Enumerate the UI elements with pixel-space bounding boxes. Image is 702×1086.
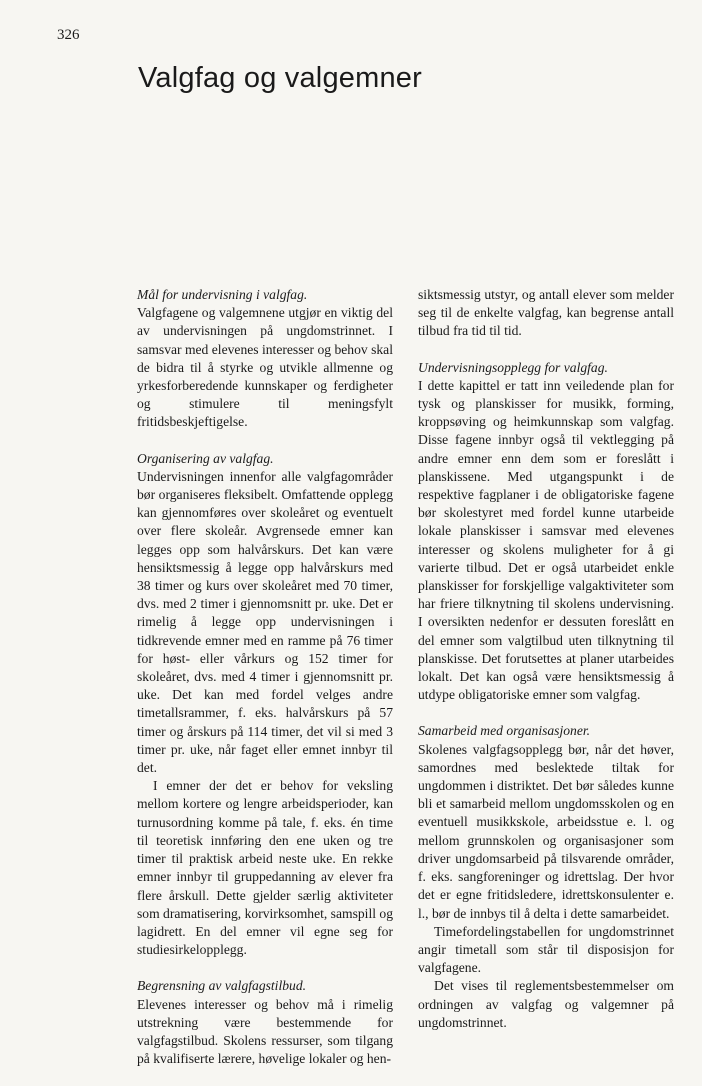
section-heading: Undervisningsopplegg for valgfag. (418, 359, 608, 375)
paragraph: I dette kapittel er tatt inn veiledende plan for tysk og planskisser for musikk, forming, kroppsøving og heimkunnskap som valgfag. Disse fagene innbyr også til vektlegging på andre emner enn dem som er foreslått i planskissene. Med utgangspunkt i de respektive fagplaner i de obligatoriske fagene bør skolestyret med fordel kunne utarbeide lokale planskisser i samsvar med elevenes interesser og skolens muligheter for å gi varierte tilbud. Det er også utarbeidet enkle planskisser for forskjellige valgaktiviteter som har friere tilknytning til skolens undervisning. I oversikten nedenfor er dessuten foreslått en del emner som valgtilbud uten tilknytning til planskisse. Det forutsettes at planer utarbeides lokalt. Det kan også være hensiktsmessig å utdype obligatoriske emner som valgfag. (418, 377, 674, 703)
paragraph: Det vises til reglementsbestemmelser om ordningen av valgfag og valgemner på ungdomstrinnet. (418, 978, 674, 1030)
paragraph: Undervisningen innenfor alle valgfagområder bør organiseres fleksibelt. Omfattende opplegg kan gjennomføres over skoleåret og eventuelt over flere skoleår. Avgrensede emner kan legges opp som halvårskurs. Det kan være hensiktsmessig å legge opp halvårskurs med 38 timer og kurs over skoleåret med 70 timer, dvs. med 2 timer i gjennomsnitt pr. uke. Det er rimelig å legge opp undervisningen i tidkrevende emner med en ramme på 76 timer for høst- eller vårkurs og 152 timer for skoleåret, dvs. med 4 timer i gjennomsnitt pr. uke. Det kan med fordel velges andre timetallsrammer, f. eks. halvårskurs på 57 timer og årskurs på 114 timer, det vil si med 3 timer pr. uke, når faget eller emnet innbyr til det. (137, 468, 393, 776)
section-heading: Begrensning av valgfagstilbud. (137, 978, 307, 994)
section-maal (137, 286, 393, 432)
section-heading: Samarbeid med organisasjoner. (418, 723, 591, 739)
paragraph: Timefordelingstabellen for ungdomstrinnet angir timetall som står til disposisjon for valgfagene. (418, 923, 674, 976)
paragraph: Valgfagene og valgemnene utgjør en viktig del av undervisningen på ungdomstrinnet. I samsvar med elevenes interesser og behov skal de bidra til å styrke og utvikle allmenne og yrkesforberedende kunnskaper og ferdigheter og stimulere til meningsfylt fritidsbeskjeftigelse. (137, 305, 393, 430)
section-heading: Organisering av valgfag. (137, 450, 274, 466)
paragraph: Skolenes valgfagsopplegg bør, når det høver, samordnes med beslektede tiltak for ungdommen i distriktet. Det bør således kunne bli et samarbeid mellom ungdomsskolen og en eventuell musikkskole, arbeidsstue e. l. og mellom grunnskolen og organisasjoner som driver ungdomsarbeid på tilsvarende områder, f. eks. sangforeninger og idrettslag. Der hvor det er egne fritidsledere, idrettskonsulenter e. l., bør de innbys til å delta i dette samarbeidet. (418, 741, 674, 921)
paragraph: Elevenes interesser og behov må i rimelig utstrekning være bestemmende for valgfagstilbud. Skolens ressurser, som tilgang på kvalifiserte lærere, høvelige lokaler og hen- (137, 996, 393, 1067)
section-organisering (137, 450, 393, 960)
right-column (418, 286, 674, 1050)
chapter-title: Valgfag og valgemner (138, 62, 422, 94)
paragraph: siktsmessig utstyr, og antall elever som melder seg til de enkelte valgfag, kan begrense antall tilbud fra tid til tid. (418, 287, 674, 339)
left-column (137, 286, 393, 1086)
section-samarbeid (418, 722, 674, 1031)
section-undervisningsopplegg (418, 359, 674, 705)
section-begrensning (137, 977, 393, 1068)
section-heading: Mål for undervisning i valgfag. (137, 287, 308, 302)
section-continuation (418, 286, 674, 341)
paragraph: I emner der det er behov for veksling mellom kortere og lengre arbeidsperioder, kan turnusordning komme på tale, f. eks. én time til teoretisk innføring den ene uken og tre timer til praktisk arbeid neste uke. En rekke emner innbyr til gruppedanning av elever fra flere årskull. Dette gjelder særlig aktiviteter som dramatisering, korvirksomhet, samspill og lagidrett. En del emner vil egne seg for studiesirkelopplegg. (137, 778, 393, 958)
page-number: 326 (57, 27, 80, 43)
